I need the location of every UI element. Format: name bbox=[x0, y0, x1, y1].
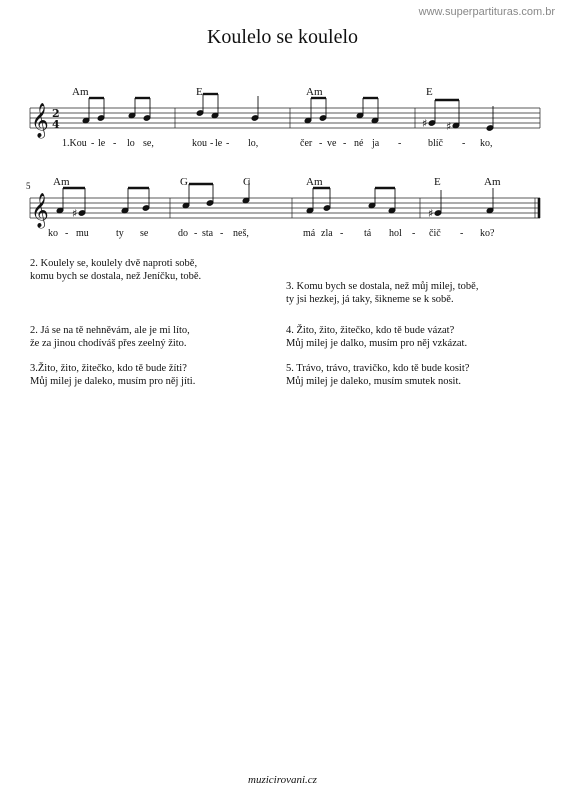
lyric-syllable: ja bbox=[372, 138, 380, 149]
lyric-syllable: lo, bbox=[248, 138, 259, 149]
lyric-syllable: do bbox=[178, 228, 188, 239]
verse-line: 4. Žito, žito, žitečko, kdo tě bude vázat? bbox=[286, 325, 455, 336]
lyric-syllable: - bbox=[412, 228, 416, 239]
verse-line: komu bych se dostala, než Jeníčku, tobě. bbox=[30, 271, 202, 282]
sharp-icon: ♯ bbox=[422, 117, 428, 130]
chord-label: Am bbox=[53, 176, 70, 188]
song-title: Koulelo se koulelo bbox=[206, 26, 359, 48]
lyric-syllable: - bbox=[220, 228, 224, 239]
footer-source: muzicirovani.cz bbox=[248, 774, 317, 786]
lyric-syllable: čer bbox=[300, 138, 313, 149]
lyric-syllable: - bbox=[113, 138, 117, 149]
treble-clef-icon: 𝄞 bbox=[31, 193, 49, 228]
sharp-icon: ♯ bbox=[446, 120, 452, 133]
lyric-syllable: - bbox=[226, 138, 230, 149]
lyric-syllable: sta bbox=[202, 228, 214, 239]
lyric-syllable: ko? bbox=[480, 228, 495, 239]
lyric-syllable: - bbox=[398, 138, 402, 149]
verse-line: Můj milej je daleko, musím smutek nosit. bbox=[286, 376, 461, 387]
lyric-syllable: se, bbox=[143, 138, 154, 149]
verse-block bbox=[286, 280, 478, 306]
chord-label: Am bbox=[306, 86, 323, 98]
staff-system-1 bbox=[0, 86, 565, 156]
lyric-syllable: se bbox=[140, 228, 149, 239]
verse-block bbox=[286, 324, 467, 350]
chord-label: Am bbox=[306, 176, 323, 188]
measure-number: 5 bbox=[26, 181, 31, 191]
verse-line: Můj milej je dalko, musím pro něj vzkázat. bbox=[286, 338, 468, 349]
lyric-syllable: - bbox=[194, 228, 198, 239]
lyric-syllable: 1.Kou bbox=[62, 138, 87, 149]
lyric-syllable: - bbox=[462, 138, 466, 149]
verse-line: 5. Trávo, trávo, travičko, kdo tě bude kosit? bbox=[286, 363, 470, 374]
lyric-syllable: má bbox=[303, 228, 316, 239]
lyric-syllable: le bbox=[215, 138, 223, 149]
lyric-syllable: ko, bbox=[480, 138, 493, 149]
lyric-syllable: - bbox=[65, 228, 69, 239]
chord-label: E bbox=[196, 86, 203, 98]
chord-label: C bbox=[243, 176, 251, 188]
lyric-syllable: - bbox=[210, 138, 214, 149]
music-staff bbox=[0, 176, 565, 236]
watermark-text: www.superpartituras.com.br bbox=[418, 6, 555, 18]
lyric-syllable: ty bbox=[116, 228, 124, 239]
verse-line: Můj milej je daleko, musím pro něj jíti. bbox=[30, 376, 196, 387]
lyric-syllable: blíč bbox=[428, 138, 443, 149]
chord-label: Am bbox=[72, 86, 89, 98]
time-signature-bottom: 4 bbox=[52, 118, 60, 131]
verse-line: 3. Komu bych se dostala, než můj milej, tobě, bbox=[286, 281, 479, 292]
verse-block bbox=[30, 257, 201, 283]
lyric-syllable: le bbox=[98, 138, 106, 149]
verse-block bbox=[30, 324, 190, 350]
sharp-icon: ♯ bbox=[428, 207, 434, 220]
music-staff bbox=[0, 86, 565, 146]
lyric-syllable: tá bbox=[364, 228, 372, 239]
lyric-syllable: - bbox=[319, 138, 323, 149]
verse-line: 3.Žito, žito, žitečko, kdo tě bude žíti? bbox=[30, 363, 187, 374]
chord-label: Am bbox=[484, 176, 501, 188]
staff-system-2 bbox=[0, 176, 565, 246]
sharp-icon: ♯ bbox=[72, 207, 78, 220]
treble-clef-icon: 𝄞 bbox=[31, 103, 49, 138]
lyric-syllable: lo bbox=[127, 138, 135, 149]
lyric-syllable: - bbox=[340, 228, 344, 239]
lyric-syllable: - bbox=[91, 138, 95, 149]
chord-label: E bbox=[434, 176, 441, 188]
lyric-syllable: kou bbox=[192, 138, 207, 149]
lyric-syllable: neš, bbox=[233, 228, 249, 239]
lyric-syllable: čič bbox=[429, 228, 441, 239]
verse-line: 2. Já se na tě nehněvám, ale je mi líto, bbox=[30, 325, 190, 336]
chord-label: G bbox=[180, 176, 188, 188]
verse-block bbox=[30, 362, 195, 388]
verse-line: 2. Koulely se, koulely dvě naproti sobě, bbox=[30, 258, 198, 269]
lyric-syllable: - bbox=[343, 138, 347, 149]
lyric-syllable: - bbox=[460, 228, 464, 239]
lyric-syllable: hol bbox=[389, 228, 402, 239]
chord-label: E bbox=[426, 86, 433, 98]
lyric-syllable: ko bbox=[48, 228, 58, 239]
lyric-syllable: zla bbox=[321, 228, 333, 239]
lyric-syllable: ve bbox=[327, 138, 337, 149]
lyric-syllable: né bbox=[354, 138, 364, 149]
verse-line: ty jsi hezkej, já taky, šikneme se k sobě. bbox=[286, 294, 454, 305]
verse-line: že za jinou chodíváš přes zeelný žito. bbox=[30, 338, 187, 349]
verse-block bbox=[286, 362, 469, 388]
lyric-syllable: mu bbox=[76, 228, 89, 239]
time-signature-top: 2 bbox=[52, 107, 60, 120]
